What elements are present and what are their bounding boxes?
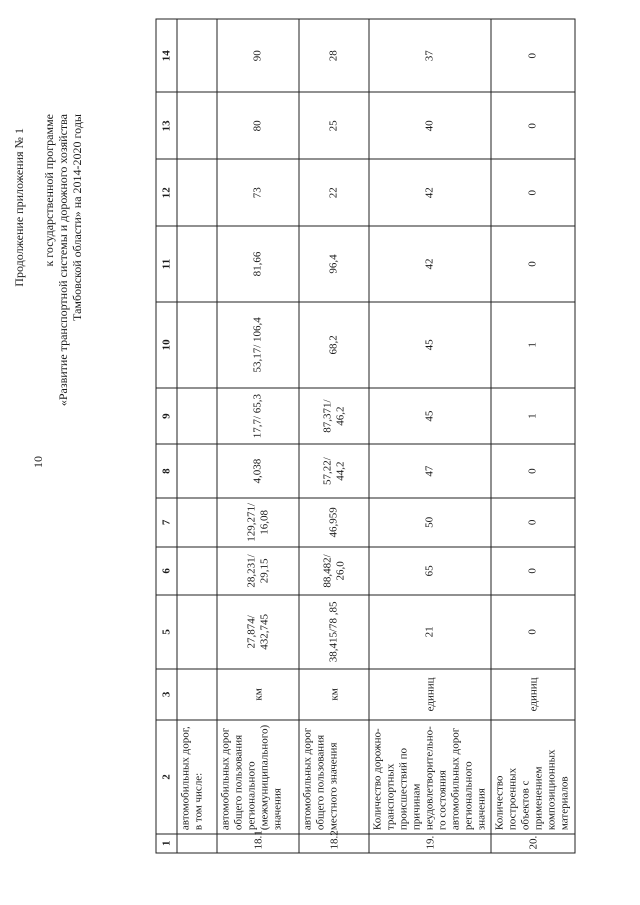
row-number: 18.1 [217, 833, 299, 852]
value-cell: 38,415/78 ,85 [299, 595, 369, 668]
column-header: 2 [156, 720, 177, 833]
value-cell: 0 [491, 159, 575, 226]
value-cell: 0 [491, 498, 575, 547]
indicator-name: Количество построенных объектов с применением композиционных материалов [491, 720, 575, 833]
program-line: Тамбовской области» на 2014-2020 годы [70, 114, 84, 321]
column-header: 11 [156, 226, 177, 302]
value-cell: 40 [369, 92, 491, 159]
column-header: 7 [156, 498, 177, 547]
value-cell: 0 [491, 226, 575, 302]
value-cell: 46,959 [299, 498, 369, 547]
column-header: 3 [156, 668, 177, 720]
value-cell: 53,17/ 106,4 [217, 301, 299, 387]
value-cell: 45 [369, 388, 491, 444]
value-cell: 28 [299, 19, 369, 92]
value-cell: 88,482/ 26,0 [299, 546, 369, 595]
value-cell [177, 92, 217, 159]
value-cell: 81,66 [217, 226, 299, 302]
value-cell: 22 [299, 159, 369, 226]
value-cell: 68,2 [299, 301, 369, 387]
unit-cell [177, 668, 217, 720]
value-cell [177, 595, 217, 668]
indicator-table-rotated [155, 18, 575, 853]
column-header: 10 [156, 301, 177, 387]
value-cell: 96,4 [299, 226, 369, 302]
value-cell [177, 19, 217, 92]
value-cell: 1 [491, 301, 575, 387]
column-header: 14 [156, 19, 177, 92]
row-number [177, 833, 217, 852]
column-header: 8 [156, 444, 177, 498]
unit-cell: км [299, 668, 369, 720]
value-cell: 45 [369, 301, 491, 387]
value-cell: 50 [369, 498, 491, 547]
header-row [156, 19, 177, 853]
row-number: 20. [491, 833, 575, 852]
column-header: 1 [156, 833, 177, 852]
value-cell [177, 444, 217, 498]
value-cell: 4,038 [217, 444, 299, 498]
table-row [491, 19, 575, 853]
value-cell: 87,371/ 46,2 [299, 388, 369, 444]
table-row [299, 19, 369, 853]
column-header: 6 [156, 546, 177, 595]
value-cell: 0 [491, 444, 575, 498]
indicator-name: автомобильных дорог, в том числе: [177, 720, 217, 833]
value-cell [177, 226, 217, 302]
indicator-name: автомобильных дорог общего пользования местного значения [299, 720, 369, 833]
page-number: 10 [31, 456, 45, 468]
value-cell: 28,231/ 29,15 [217, 546, 299, 595]
table-row [369, 19, 491, 853]
unit-cell: единиц [369, 668, 491, 720]
value-cell: 57,22/ 44,2 [299, 444, 369, 498]
value-cell: 17,7/ 65,3 [217, 388, 299, 444]
value-cell: 65 [369, 546, 491, 595]
program-line: «Развитие транспортной системы и дорожного хозяйства [56, 114, 70, 407]
column-header: 12 [156, 159, 177, 226]
appendix-header [0, 100, 90, 700]
value-cell [177, 159, 217, 226]
value-cell: 90 [217, 19, 299, 92]
value-cell: 0 [491, 92, 575, 159]
program-line: к государственной программе [42, 114, 56, 267]
indicator-table-container [155, 18, 575, 853]
row-number: 19. [369, 833, 491, 852]
value-cell: 0 [491, 595, 575, 668]
value-cell [177, 498, 217, 547]
value-cell: 42 [369, 159, 491, 226]
table-row [217, 19, 299, 853]
unit-cell: единиц [491, 668, 575, 720]
row-number: 18.2 [299, 833, 369, 852]
indicator-name: автомобильных дорог общего пользования регионального (межмуниципального) значения [217, 720, 299, 833]
value-cell [177, 301, 217, 387]
program-title [42, 114, 84, 406]
indicator-table [155, 18, 575, 853]
value-cell: 37 [369, 19, 491, 92]
value-cell: 0 [491, 546, 575, 595]
indicator-name: Количество дорожно-транспортных происшествий по причинам неудовлетворительно-го состояния автомобильных дорог регионального значения [369, 720, 491, 833]
value-cell: 27,874/ 432,745 [217, 595, 299, 668]
value-cell: 42 [369, 226, 491, 302]
value-cell [177, 388, 217, 444]
value-cell: 47 [369, 444, 491, 498]
value-cell: 0 [491, 19, 575, 92]
table-row [177, 19, 217, 853]
column-header: 9 [156, 388, 177, 444]
value-cell: 73 [217, 159, 299, 226]
value-cell [177, 546, 217, 595]
value-cell: 80 [217, 92, 299, 159]
value-cell: 129,271/ 16,08 [217, 498, 299, 547]
column-header: 5 [156, 595, 177, 668]
value-cell: 21 [369, 595, 491, 668]
continuation-label: Продолжение приложения № 1 [12, 128, 26, 287]
unit-cell: км [217, 668, 299, 720]
value-cell: 1 [491, 388, 575, 444]
value-cell: 25 [299, 92, 369, 159]
column-header: 13 [156, 92, 177, 159]
